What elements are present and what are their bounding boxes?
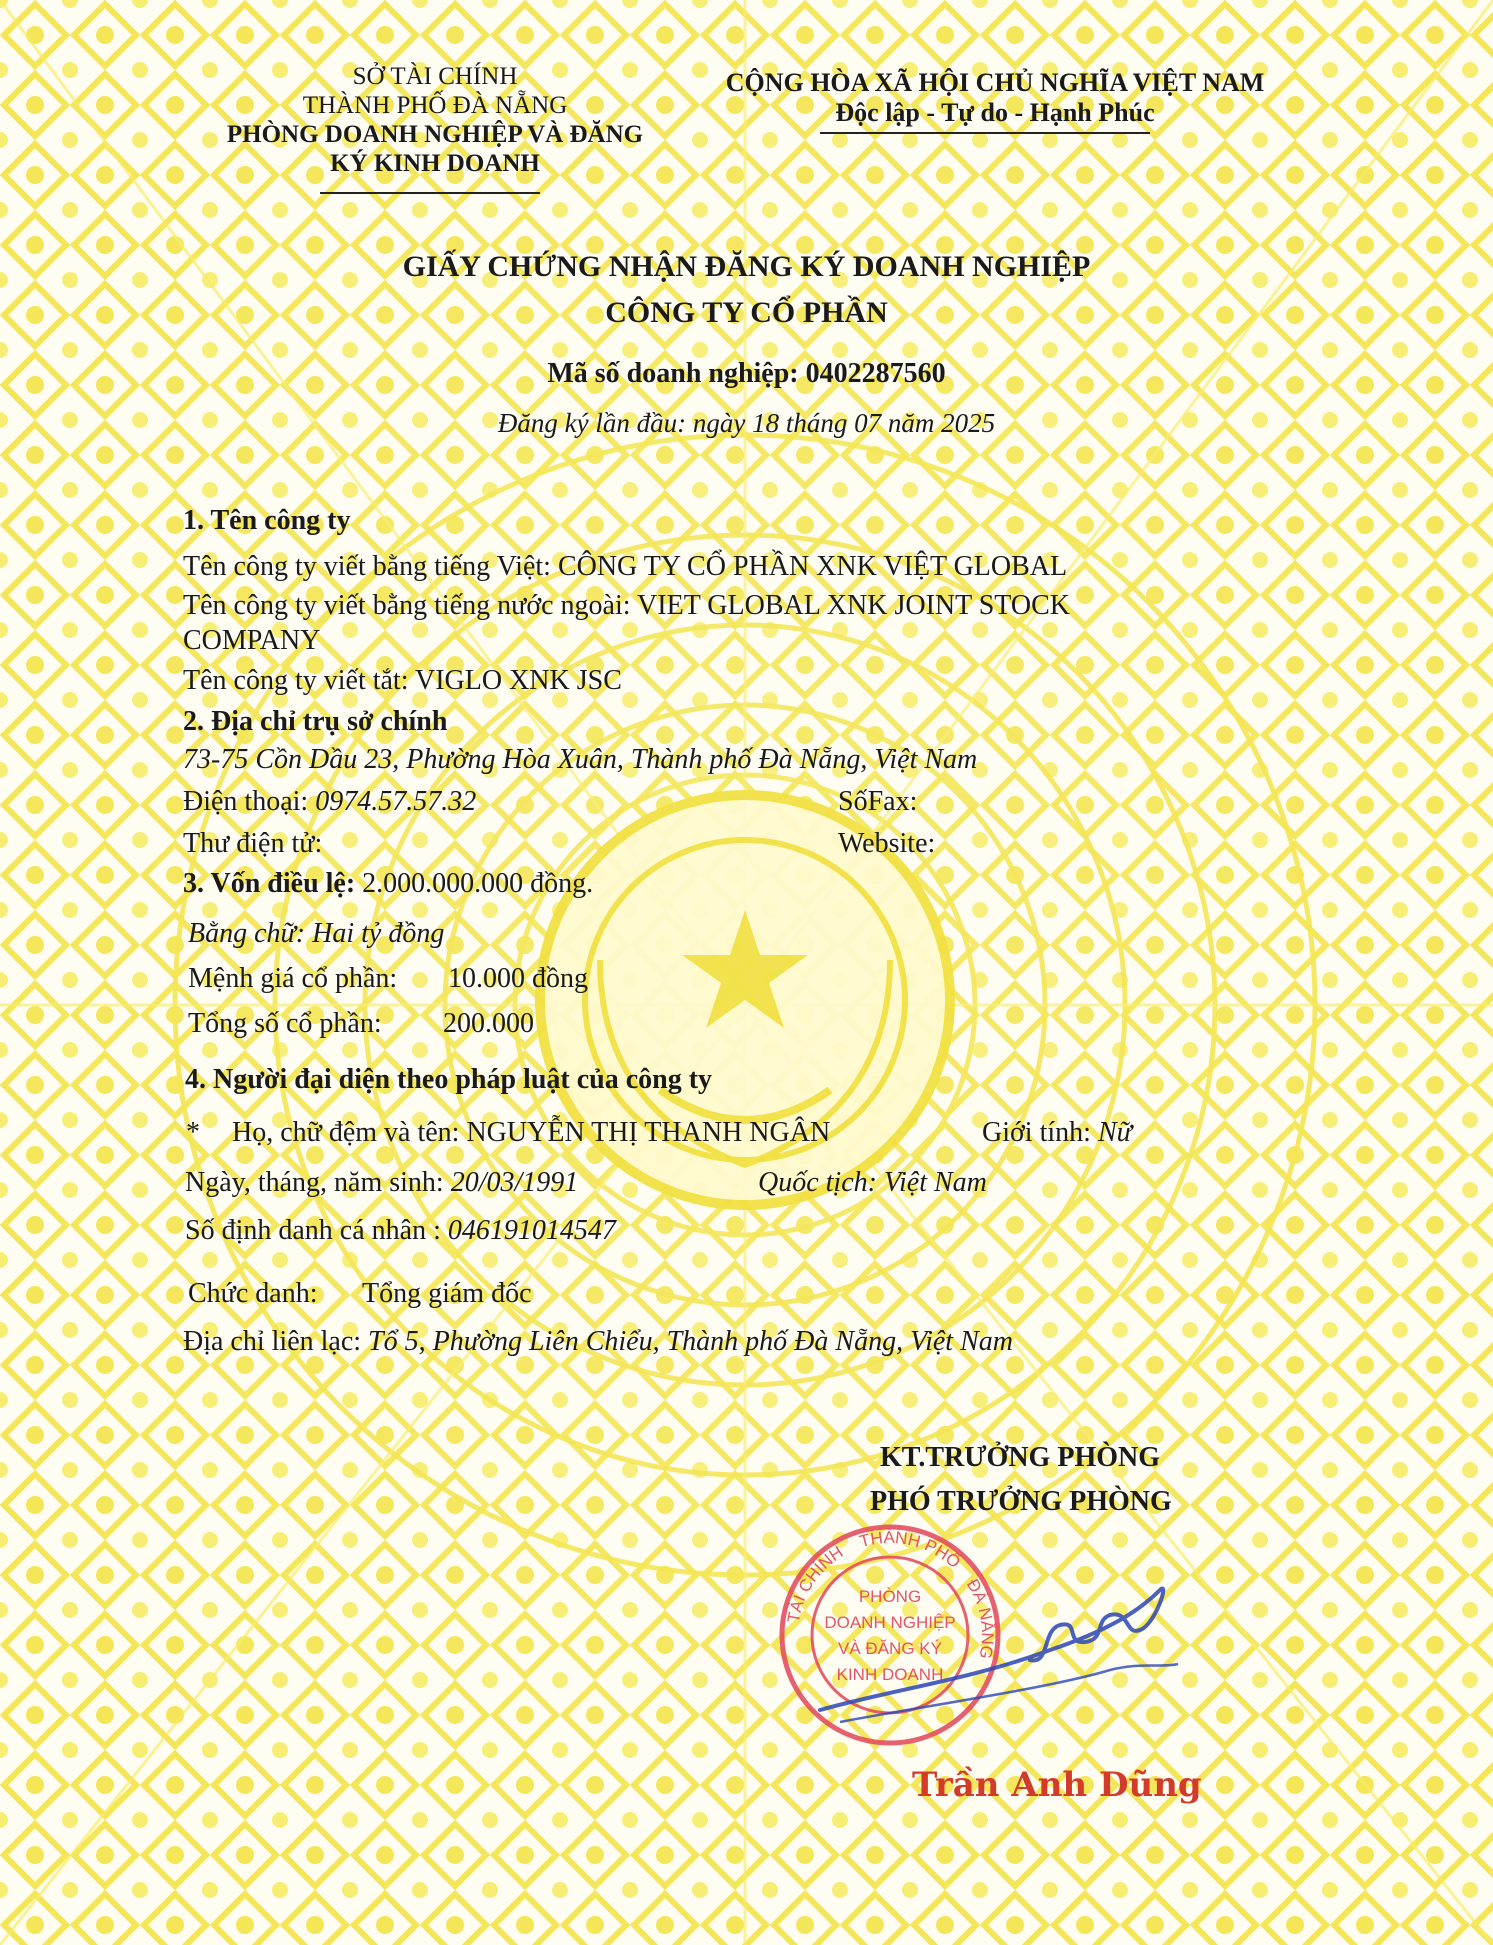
date-of-birth-value: 20/03/1991 xyxy=(450,1167,579,1198)
seal-line-1: PHÒNG xyxy=(858,1587,922,1606)
capital-in-words-value: Hai tỷ đồng xyxy=(312,918,445,949)
issuing-authority-line1: SỞ TÀI CHÍNH xyxy=(352,63,518,90)
total-shares-label: Tổng số cổ phần: xyxy=(188,1008,382,1039)
handwritten-signature xyxy=(810,1570,1230,1740)
date-of-birth-label: Ngày, tháng, năm sinh: xyxy=(185,1167,444,1198)
gender xyxy=(982,1117,1132,1149)
personal-id-label: Số định danh cá nhân : xyxy=(185,1215,441,1246)
seal-ring-3: ĐÀ NẴNG xyxy=(962,1575,998,1661)
company-name-abbr-label: Tên công ty viết tắt: xyxy=(183,665,409,696)
gender-label: Giới tính: xyxy=(982,1117,1091,1148)
document-title: GIẤY CHỨNG NHẬN ĐĂNG KÝ DOANH NGHIỆP xyxy=(402,250,1091,283)
national-motto-line: Độc lập - Tự do - Hạnh Phúc xyxy=(835,98,1155,127)
position-label: Chức danh: xyxy=(188,1278,318,1309)
position-value: Tổng giám đốc xyxy=(362,1278,532,1309)
section4-heading: 4. Người đại diện theo pháp luật của công ty xyxy=(185,1064,713,1095)
document-subtitle: CÔNG TY CỔ PHẦN xyxy=(605,296,888,329)
company-name-abbr xyxy=(183,665,622,697)
nationality-label: Quốc tịch: xyxy=(758,1167,877,1198)
fax-label: SốFax: xyxy=(838,786,918,817)
website-label: Website: xyxy=(838,828,936,859)
company-name-viet-value: CÔNG TY CỔ PHẦN XNK VIỆT GLOBAL xyxy=(557,551,1068,582)
par-value: 10.000 đồng xyxy=(448,963,588,994)
seal-line-3: VÀ ĐĂNG KÝ xyxy=(838,1639,942,1658)
gender-value: Nữ xyxy=(1097,1117,1132,1148)
section1-heading: 1. Tên công ty xyxy=(183,505,351,536)
representative-name-value: NGUYỄN THỊ THANH NGÂN xyxy=(466,1117,831,1148)
enterprise-code-value: 0402287560 xyxy=(805,358,946,389)
header-left-underline xyxy=(320,192,540,194)
signatory-title-1: KT.TRƯỞNG PHÒNG xyxy=(880,1442,1160,1473)
contact-address xyxy=(183,1326,1013,1358)
par-value-label: Mệnh giá cổ phần: xyxy=(188,963,398,994)
issuing-authority-line2: THÀNH PHỐ ĐÀ NẴNG xyxy=(302,92,568,119)
phone-value: 0974.57.57.32 xyxy=(315,786,477,817)
section3-heading: 3. Vốn điều lệ: xyxy=(183,868,356,899)
first-registration-date: Đăng ký lần đầu: ngày 18 tháng 07 năm 2025 xyxy=(497,408,996,438)
nationality-value: Việt Nam xyxy=(883,1167,987,1198)
seal-line-2: DOANH NGHIỆP xyxy=(824,1613,956,1632)
national-motto xyxy=(680,68,1310,128)
issuing-authority-line3: PHÒNG DOANH NGHIỆP VÀ ĐĂNG xyxy=(226,121,644,148)
charter-capital xyxy=(183,868,593,900)
phone xyxy=(183,786,476,818)
contact-address-label: Địa chỉ liên lạc: xyxy=(183,1326,362,1357)
personal-id-value: 046191014547 xyxy=(447,1215,616,1246)
company-name-abbr-value: VIGLO XNK JSC xyxy=(415,665,622,696)
representative-bullet: * xyxy=(186,1117,200,1148)
capital-in-words-label: Bằng chữ: xyxy=(188,918,306,949)
issuing-authority xyxy=(170,62,700,178)
charter-capital-value: 2.000.000.000 đồng. xyxy=(362,868,594,899)
company-name-viet xyxy=(183,551,1067,583)
company-name-foreign-cont: COMPANY xyxy=(183,625,321,656)
issuing-authority-line4: KÝ KINH DOANH xyxy=(330,150,540,177)
contact-address-value: Tổ 5, Phường Liên Chiểu, Thành phố Đà Nẵng, Việt Nam xyxy=(368,1326,1013,1357)
date-of-birth xyxy=(185,1167,578,1199)
representative-name xyxy=(232,1117,830,1149)
company-name-foreign-value: VIET GLOBAL XNK JOINT STOCK xyxy=(637,590,1071,621)
capital-in-words xyxy=(188,918,444,950)
total-shares-value: 200.000 xyxy=(443,1008,534,1039)
header-right-underline xyxy=(820,132,1150,134)
phone-label: Điện thoại: xyxy=(183,786,309,817)
signer-name: Trần Anh Dũng xyxy=(912,1765,1202,1805)
seal-ring-2: THÀNH PHỐ xyxy=(857,1527,964,1572)
nationality xyxy=(758,1167,987,1199)
representative-name-label: Họ, chữ đệm và tên: xyxy=(232,1117,460,1148)
national-name: CỘNG HÒA XÃ HỘI CHỦ NGHĨA VIỆT NAM xyxy=(725,68,1265,97)
section2-heading: 2. Địa chỉ trụ sở chính xyxy=(183,706,448,737)
company-name-foreign xyxy=(183,590,1070,622)
seal-line-4: KINH DOANH xyxy=(836,1665,944,1684)
seal-ring-1: TÀI CHÍNH xyxy=(783,1542,847,1625)
company-name-viet-label: Tên công ty viết bằng tiếng Việt: xyxy=(183,551,551,582)
company-name-foreign-label: Tên công ty viết bằng tiếng nước ngoài: xyxy=(183,590,631,621)
email-label: Thư điện tử: xyxy=(183,828,323,859)
signatory-title-2: PHÓ TRƯỞNG PHÒNG xyxy=(870,1486,1172,1517)
personal-id xyxy=(185,1215,616,1247)
head-office-address: 73-75 Cồn Dầu 23, Phường Hòa Xuân, Thành phố Đà Nẵng, Việt Nam xyxy=(183,744,978,775)
enterprise-code xyxy=(0,358,1493,390)
enterprise-code-label: Mã số doanh nghiệp: xyxy=(547,358,799,389)
